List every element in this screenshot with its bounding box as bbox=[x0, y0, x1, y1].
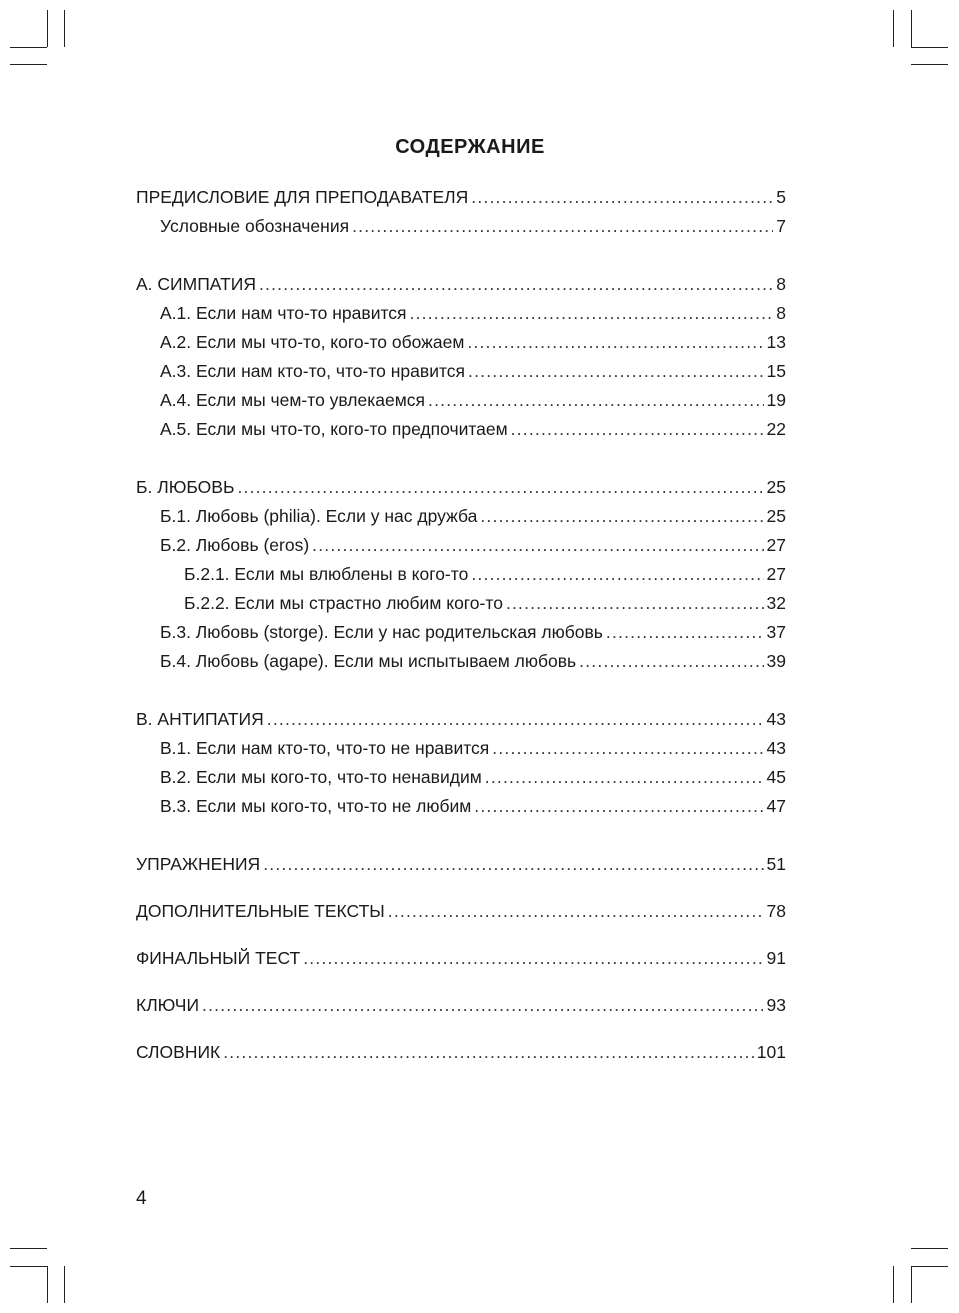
spacer bbox=[136, 977, 786, 995]
toc-entry-page: 47 bbox=[766, 796, 786, 816]
toc-entry-page: 7 bbox=[776, 216, 786, 236]
toc-entry-page: 8 bbox=[776, 274, 786, 294]
crop-mark bbox=[911, 1248, 948, 1249]
toc-entry-label: КЛЮЧИ bbox=[136, 995, 200, 1015]
toc-entry-label: А.4. Если мы чем-то увлекаемся bbox=[160, 390, 426, 410]
toc-entry-label: В.2. Если мы кого-то, что-то ненавидим bbox=[160, 767, 482, 787]
toc-entry[interactable] bbox=[136, 332, 786, 361]
toc-entry-label: УПРАЖНЕНИЯ bbox=[136, 854, 261, 874]
toc-entry-page: 93 bbox=[766, 995, 786, 1015]
toc-entry-page: 27 bbox=[766, 564, 786, 584]
leader-dots bbox=[492, 738, 763, 759]
crop-mark bbox=[911, 64, 948, 65]
toc-entry[interactable] bbox=[136, 651, 786, 680]
toc-entry[interactable] bbox=[136, 390, 786, 419]
toc-entry-page: 27 bbox=[766, 535, 786, 555]
toc-entry-label: В.1. Если нам кто-то, что-то не нравится bbox=[160, 738, 490, 758]
toc-entry-label: А.3. Если нам кто-то, что-то нравится bbox=[160, 361, 466, 381]
toc-entry-label: Б.4. Любовь (agape). Если мы испытываем любовь bbox=[160, 651, 577, 671]
toc-entry[interactable] bbox=[136, 796, 786, 825]
toc-entry-label: ПРЕДИСЛОВИЕ ДЛЯ ПРЕПОДАВАТЕЛЯ bbox=[136, 187, 469, 207]
toc-entry-label: ФИНАЛЬНЫЙ ТЕСТ bbox=[136, 948, 301, 968]
crop-mark bbox=[911, 47, 948, 48]
leader-dots bbox=[579, 651, 763, 672]
toc-entry[interactable] bbox=[136, 216, 786, 245]
toc-entry-label: Условные обозначения bbox=[160, 216, 350, 236]
crop-mark bbox=[64, 10, 65, 47]
toc-entry-label: Б.2.2. Если мы страстно любим кого-то bbox=[184, 593, 503, 613]
spacer bbox=[136, 245, 786, 274]
spacer bbox=[136, 883, 786, 901]
toc-entry-label: А.2. Если мы что-то, кого-то обожаем bbox=[160, 332, 465, 352]
toc-entry-page: 51 bbox=[766, 854, 786, 874]
toc-entry-page: 13 bbox=[766, 332, 786, 352]
toc-entry[interactable] bbox=[136, 274, 786, 303]
leader-dots bbox=[352, 216, 773, 237]
toc-entry[interactable] bbox=[136, 767, 786, 796]
toc-entry[interactable] bbox=[136, 593, 786, 622]
leader-dots bbox=[428, 390, 764, 411]
toc-entry-page: 37 bbox=[766, 622, 786, 642]
leader-dots bbox=[312, 535, 763, 556]
leader-dots bbox=[471, 187, 773, 208]
toc-entry[interactable] bbox=[136, 709, 786, 738]
page-number: 4 bbox=[136, 1188, 147, 1209]
leader-dots bbox=[506, 593, 764, 614]
spacer bbox=[136, 1024, 786, 1042]
leader-dots bbox=[202, 995, 764, 1016]
toc-entry[interactable] bbox=[136, 854, 786, 883]
table-of-contents bbox=[136, 187, 786, 1071]
crop-mark bbox=[64, 1266, 65, 1303]
toc-entry-label: СЛОВНИК bbox=[136, 1042, 221, 1062]
leader-dots bbox=[511, 419, 764, 440]
toc-entry-page: 25 bbox=[766, 506, 786, 526]
toc-entry-page: 43 bbox=[766, 738, 786, 758]
toc-entry-label: В.3. Если мы кого-то, что-то не любим bbox=[160, 796, 472, 816]
crop-mark bbox=[10, 64, 47, 65]
leader-dots bbox=[480, 506, 763, 527]
toc-entry[interactable] bbox=[136, 303, 786, 332]
spacer bbox=[136, 680, 786, 709]
toc-entry-label: В. АНТИПАТИЯ bbox=[136, 709, 264, 729]
crop-mark bbox=[911, 10, 912, 47]
toc-entry-label: А. СИМПАТИЯ bbox=[136, 274, 256, 294]
toc-entry[interactable] bbox=[136, 477, 786, 506]
toc-entry[interactable] bbox=[136, 995, 786, 1024]
toc-entry[interactable] bbox=[136, 738, 786, 767]
toc-entry-page: 32 bbox=[766, 593, 786, 613]
toc-entry-page: 15 bbox=[766, 361, 786, 381]
toc-entry[interactable] bbox=[136, 901, 786, 930]
toc-entry-page: 101 bbox=[756, 1042, 786, 1062]
leader-dots bbox=[474, 796, 763, 817]
leader-dots bbox=[388, 901, 764, 922]
toc-entry-page: 39 bbox=[766, 651, 786, 671]
crop-mark bbox=[893, 1266, 894, 1303]
leader-dots bbox=[259, 274, 773, 295]
toc-entry-label: А.1. Если нам что-то нравится bbox=[160, 303, 407, 323]
crop-mark bbox=[911, 1266, 948, 1267]
leader-dots bbox=[237, 477, 763, 498]
toc-entry[interactable] bbox=[136, 1042, 786, 1071]
toc-entry[interactable] bbox=[136, 419, 786, 448]
toc-entry-page: 5 bbox=[776, 187, 786, 207]
leader-dots bbox=[267, 709, 764, 730]
toc-entry[interactable] bbox=[136, 361, 786, 390]
page-title: СОДЕРЖАНИЕ bbox=[395, 136, 545, 158]
leader-dots bbox=[471, 564, 763, 585]
toc-entry[interactable] bbox=[136, 622, 786, 651]
toc-entry-page: 19 bbox=[766, 390, 786, 410]
toc-entry[interactable] bbox=[136, 187, 786, 216]
crop-mark bbox=[10, 47, 47, 48]
toc-entry[interactable] bbox=[136, 564, 786, 593]
toc-entry-page: 22 bbox=[766, 419, 786, 439]
spacer bbox=[136, 825, 786, 854]
toc-entry-page: 45 bbox=[766, 767, 786, 787]
toc-entry-label: Б.2. Любовь (eros) bbox=[160, 535, 310, 555]
spacer bbox=[136, 448, 786, 477]
toc-entry-label: Б. ЛЮБОВЬ bbox=[136, 477, 235, 497]
leader-dots bbox=[223, 1042, 754, 1063]
toc-entry[interactable] bbox=[136, 506, 786, 535]
toc-entry-label: Б.2.1. Если мы влюблены в кого-то bbox=[184, 564, 469, 584]
toc-entry-label: Б.3. Любовь (storge). Если у нас родительская любовь bbox=[160, 622, 603, 642]
leader-dots bbox=[303, 948, 763, 969]
toc-entry[interactable] bbox=[136, 535, 786, 564]
toc-entry-label: ДОПОЛНИТЕЛЬНЫЕ ТЕКСТЫ bbox=[136, 901, 385, 921]
toc-entry-page: 91 bbox=[766, 948, 786, 968]
crop-mark bbox=[10, 1266, 47, 1267]
spacer bbox=[136, 930, 786, 948]
toc-entry-page: 43 bbox=[766, 709, 786, 729]
leader-dots bbox=[467, 332, 763, 353]
toc-entry[interactable] bbox=[136, 948, 786, 977]
toc-entry-label: Б.1. Любовь (philia). Если у нас дружба bbox=[160, 506, 478, 526]
crop-mark bbox=[10, 1248, 47, 1249]
leader-dots bbox=[263, 854, 763, 875]
leader-dots bbox=[410, 303, 774, 324]
toc-entry-page: 8 bbox=[776, 303, 786, 323]
crop-mark bbox=[47, 1266, 48, 1303]
toc-entry-page: 25 bbox=[766, 477, 786, 497]
crop-mark bbox=[893, 10, 894, 47]
crop-mark bbox=[47, 10, 48, 47]
crop-mark bbox=[911, 1266, 912, 1303]
leader-dots bbox=[485, 767, 764, 788]
leader-dots bbox=[468, 361, 764, 382]
leader-dots bbox=[606, 622, 764, 643]
toc-entry-page: 78 bbox=[766, 901, 786, 921]
toc-entry-label: А.5. Если мы что-то, кого-то предпочитаем bbox=[160, 419, 508, 439]
